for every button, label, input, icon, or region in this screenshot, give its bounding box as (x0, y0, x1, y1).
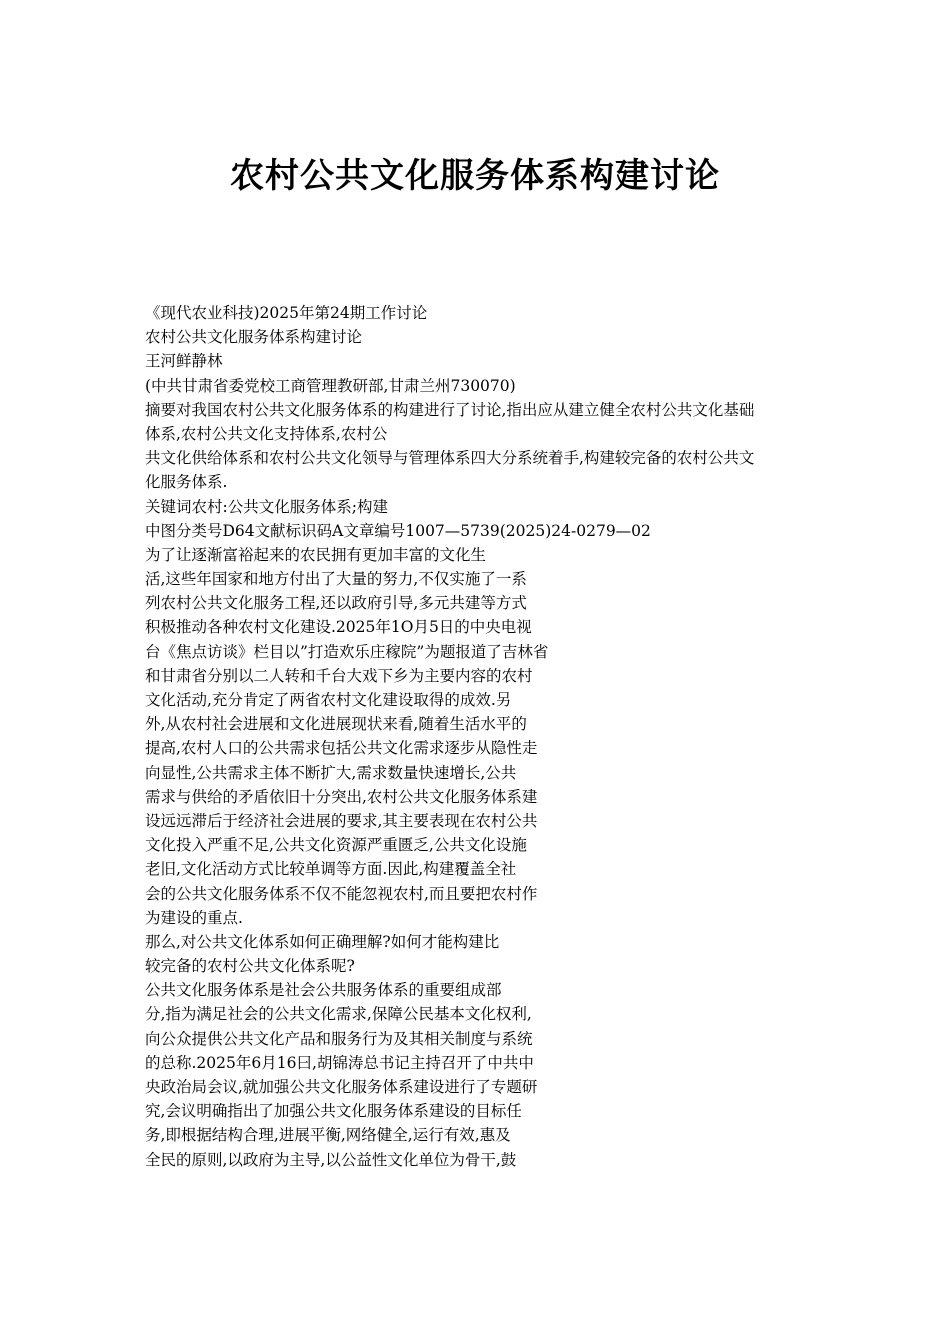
text-line: 向公众提供公共文化产品和服务行为及其相关制度与系统 (145, 1029, 533, 1048)
text-line: 文化投入严重不足,公共文化资源严重匮乏,公共文化设施 (145, 836, 527, 855)
text-line: 公共文化服务体系是社会公共服务体系的重要组成部 (145, 981, 502, 1000)
text-line: 央政治局会议,就加强公共文化服务体系建设进行了专题研 (145, 1078, 538, 1096)
text-line: 为了让逐渐富裕起来的农民拥有更加丰富的文化生 (145, 545, 487, 564)
text-line: 向显性,公共需求主体不断扩大,需求数量快速增长,公共 (145, 763, 517, 782)
text-line: 老旧,文化活动方式比较单调等方面.因此,构建覆盖全社 (145, 860, 517, 879)
text-line: 和甘肃省分别以二人转和千台大戏下乡为主要内容的农村 (145, 666, 533, 685)
text-line: 中图分类号D64文献标识码A文章编号1007—5739(2025)24-0279—02 (145, 521, 651, 540)
text-line: 外,从农村社会进展和文化进展现状来看,随着生活水平的 (145, 715, 527, 734)
text-line: 活,这些年国家和地方付出了大量的努力,不仅实施了一系 (145, 570, 527, 589)
text-line: 会的公共文化服务体系不仅不能忽视农村,而且要把农村作 (145, 884, 538, 903)
text-line: 共文化供给体系和农村公共文化领导与管理体系四大分系统着手,构建较完备的农村公共文 (145, 449, 755, 468)
text-line: 王河鲜静林 (145, 352, 223, 371)
text-line: 的总称.2025年6月16曰,胡锦涛总书记主持召开了中共中 (145, 1053, 534, 1072)
text-line: 摘要对我国农村公共文化服务体系的构建进行了讨论,指出应从建立健全农村公共文化基础 (145, 400, 755, 419)
text-line: 那么,对公共文化体系如何正确理解?如何才能构建比 (145, 932, 500, 951)
text-line: 化服务体系. (145, 473, 228, 492)
text-line: 为建设的重点. (145, 908, 243, 927)
text-line: 台《焦点访谈》栏目以”打造欢乐庄稼院”为题报道了吉林省 (145, 642, 549, 661)
text-line: 究,会议明确指出了加强公共文化服务体系建设的目标任 (145, 1102, 522, 1121)
text-line: 分,指为满足社会的公共文化需求,保障公民基本文化权利, (145, 1005, 532, 1024)
text-line: 体系,农村公共文化支持体系,农村公 (145, 424, 388, 443)
text-line: (中共甘肃省委党校工商管理教研部,甘肃兰州730070) (145, 376, 516, 395)
text-line: 设远远滞后于经济社会进展的要求,其主要表现在农村公共 (145, 811, 538, 830)
text-line: 需求与供给的矛盾依旧十分突出,农村公共文化服务体系建 (145, 787, 538, 806)
text-line: 文化活动,充分肯定了两省农村文化建设取得的成效.另 (145, 691, 512, 709)
text-line: 列农村公共文化服务工程,还以政府引导,多元共建等方式 (145, 594, 527, 613)
document-title: 农村公共文化服务体系构建讨论 (230, 156, 720, 196)
text-line: 农村公共文化服务体系构建讨论 (145, 328, 363, 347)
text-line: 提高,农村人口的公共需求包括公共文化需求逐步从隐性走 (145, 739, 538, 758)
text-line: 较完备的农村公共文化体系呢? (145, 957, 355, 976)
text-line: 务,即根据结构合理,进展平衡,网络健全,运行有效,惠及 (145, 1126, 511, 1145)
text-line: 《现代农业科技)2025年第24期工作讨论 (145, 304, 428, 322)
text-line: 关键词农村:公共文化服务体系;构建 (145, 497, 388, 516)
text-line: 全民的原则,以政府为主导,以公益性文化单位为骨干,鼓 (145, 1150, 517, 1169)
document-body (145, 301, 825, 1172)
text-line: 积极推动各种农村文化建设.2025年1O月5日的中央电视 (145, 618, 532, 637)
